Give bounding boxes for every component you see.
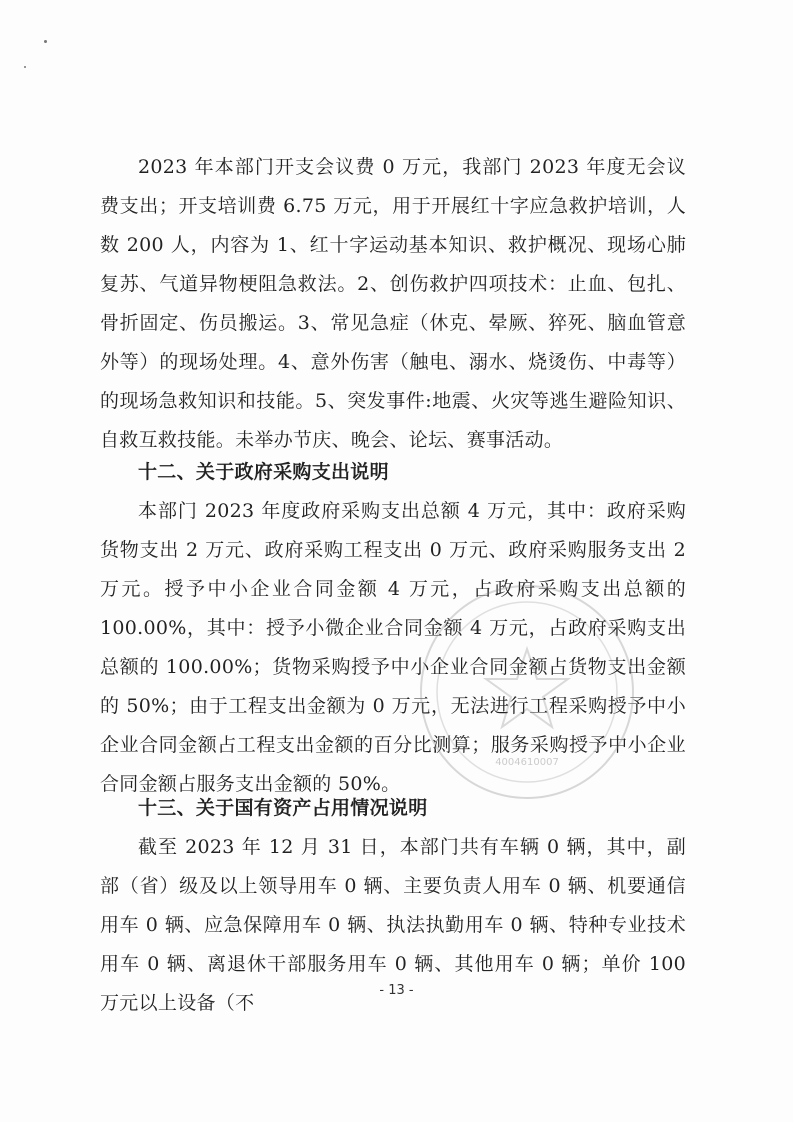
state-assets-paragraph: 截至 2023 年 12 月 31 日，本部门共有车辆 0 辆，其中，副部（省）级及以上领导用车 0 辆、主要负责人用车 0 辆、机要通信用车 0 辆、应急保障用车 0 辆、执法执勤用车 0 辆、特种专业技术用车 0 辆、离退休干部服务用车 0 辆、其他用车 0 辆；单价 100 万元以上设备（不 bbox=[100, 836, 686, 1014]
section-heading-state-assets: 十三、关于国有资产占用情况说明 bbox=[138, 797, 428, 819]
seal-serial-number: 4004610007 bbox=[495, 757, 559, 768]
section-heading-procurement: 十二、关于政府采购支出说明 bbox=[138, 461, 389, 483]
page-number: - 13 - bbox=[379, 983, 414, 998]
scan-speck bbox=[44, 40, 47, 43]
meeting-training-section bbox=[100, 148, 686, 460]
procurement-section bbox=[100, 452, 686, 804]
scan-speck bbox=[24, 66, 26, 68]
meeting-training-paragraph: 2023 年本部门开支会议费 0 万元，我部门 2023 年度无会议费支出；开支培训费 6.75 万元，用于开展红十字应急救护培训，人数 200 人，内容为 1、红十字运动基本知识、救护概况、现场心肺复苏、气道异物梗阻急救法。2、创伤救护四项技术：止血、包扎、骨折固定、伤员搬运。3、常见急症（休克、晕厥、猝死、脑血管意外等）的现场处理。4、意外伤害（触电、溺水、烧烫伤、中毒等）的现场急救知识和技能。5、突发事件:地震、火灾等逃生避险知识、自救互救技能。未举办节庆、晚会、论坛、赛事活动。 bbox=[100, 156, 686, 451]
procurement-paragraph: 本部门 2023 年度政府采购支出总额 4 万元，其中：政府采购货物支出 2 万元、政府采购工程支出 0 万元、政府采购服务支出 2 万元。授予中小企业合同金额 4 万元，占政府采购支出总额的 100.00%，其中：授予小微企业合同金额 4 万元，占政府采购支出总额的 100.00%；货物采购授予中小企业合同金额占货物支出金额的 50%；由于工程支出金额为 0 万元，无法进行工程采购授予中小企业合同金额占工程支出金额的百分比测算；服务采购授予中小企业合同金额占服务支出金额的 50%。 bbox=[100, 500, 686, 795]
